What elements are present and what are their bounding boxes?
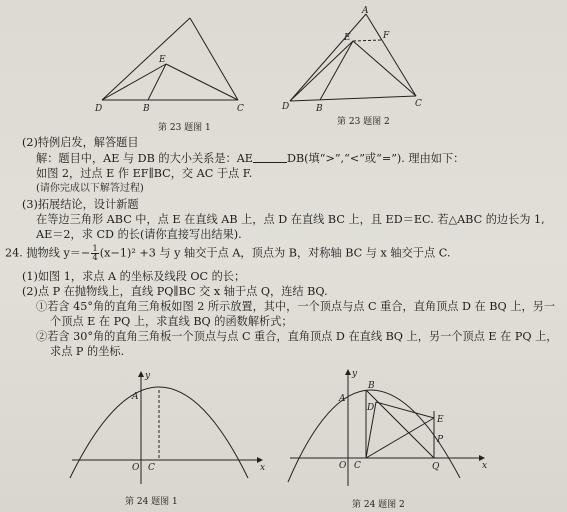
figure-24-1	[62, 366, 272, 486]
label-a: A	[132, 392, 139, 402]
label-o: O	[339, 461, 347, 471]
label-x: x	[260, 463, 266, 473]
label-e: E	[437, 415, 444, 425]
label-p: P	[437, 435, 444, 445]
figure-24-2	[282, 366, 492, 488]
q23-part2-line1-b: DB(填“>”,“<”或“=”). 理由如下：	[286, 152, 465, 165]
label-b: B	[368, 381, 375, 391]
label-y: y	[352, 369, 358, 379]
label-c: C	[354, 461, 361, 471]
q24-part2-2b: 求点 P 的坐标.	[50, 345, 125, 358]
label-d: D	[367, 403, 375, 413]
figure-23-1	[90, 10, 260, 120]
figure-24-1-caption: 第 24 题图 1	[125, 497, 178, 507]
label-a: A	[362, 6, 369, 16]
label-x: x	[482, 461, 488, 471]
label-c: C	[237, 104, 244, 114]
label-d: D	[282, 102, 290, 112]
label-b: B	[316, 104, 323, 114]
label-o: O	[132, 463, 140, 473]
q23-part2-line3: (请你完成以下解答过程)	[36, 183, 144, 194]
q24-stem	[5, 245, 450, 262]
q23-part3-line2: AE＝2，求 CD 的长(请你直接写出结果).	[36, 228, 242, 241]
label-c: C	[415, 99, 422, 109]
q24-part2-1a: ①若含 45°角的直角三角板如图 2 所示放置，其中，一个顶点与点 C 重合，直角顶点 D 在 BQ 上，另一	[36, 300, 556, 313]
figure-23-2	[280, 4, 440, 116]
q23-part3-line1: 在等边三角形 ABC 中，点 E 在直线 AB 上，点 D 在直线 BC 上，且 ED＝EC. 若△ABC 的边长为 1,	[36, 213, 545, 226]
q24-stem-b: (x−1)² +3 与 y 轴交于点 A，顶点为 B，对称轴 BC 与 x 轴交于点 C.	[99, 246, 451, 260]
label-c: C	[148, 463, 155, 473]
q24-part2-1b: 个顶点 E 在 PQ 上，求直线 BQ 的函数解析式；	[50, 315, 293, 328]
figure-24-2-caption: 第 24 题图 2	[352, 500, 405, 510]
q23-part2-line2: 如图 2，过点 E 作 EF∥BC，交 AC 于点 F.	[36, 167, 253, 180]
q24-part1: (1)如图 1，求点 A 的坐标及线段 OC 的长；	[22, 270, 246, 283]
answer-blank	[253, 152, 287, 163]
fraction-denominator: 4	[92, 253, 98, 263]
q23-part2-line1	[36, 152, 464, 166]
q23-part3-heading: (3)拓展结论，设计新题	[22, 198, 139, 211]
label-d: D	[95, 104, 103, 114]
label-q: Q	[432, 462, 440, 472]
label-b: B	[143, 104, 150, 114]
q23-part2-line1-a: 解：题目中，AE 与 DB 的大小关系是：AE	[36, 152, 253, 165]
figure-23-2-caption: 第 23 题图 2	[337, 117, 390, 127]
figure-23-1-caption: 第 23 题图 1	[158, 123, 211, 133]
q24-part2-2a: ②若含 30°角的直角三角板一个顶点与点 C 重合，直角顶点 D 在直线 BQ 上，另一个顶点 E 在 PQ 上，	[36, 330, 558, 343]
q24-number: 24.	[5, 246, 23, 260]
q24-part2: (2)点 P 在抛物线上，直线 PQ∥BC 交 x 轴于点 Q，连结 BQ.	[22, 285, 328, 298]
fraction-numerator: 1	[92, 244, 98, 254]
label-f: F	[383, 31, 390, 41]
q24-fraction	[91, 245, 98, 262]
label-a: A	[339, 394, 346, 404]
q23-part2-heading: (2)特例启发，解答题目	[22, 136, 139, 149]
q24-stem-a: 抛物线 y＝−	[26, 246, 91, 260]
label-e: E	[344, 33, 351, 43]
label-y: y	[145, 371, 151, 381]
label-e: E	[159, 55, 166, 65]
